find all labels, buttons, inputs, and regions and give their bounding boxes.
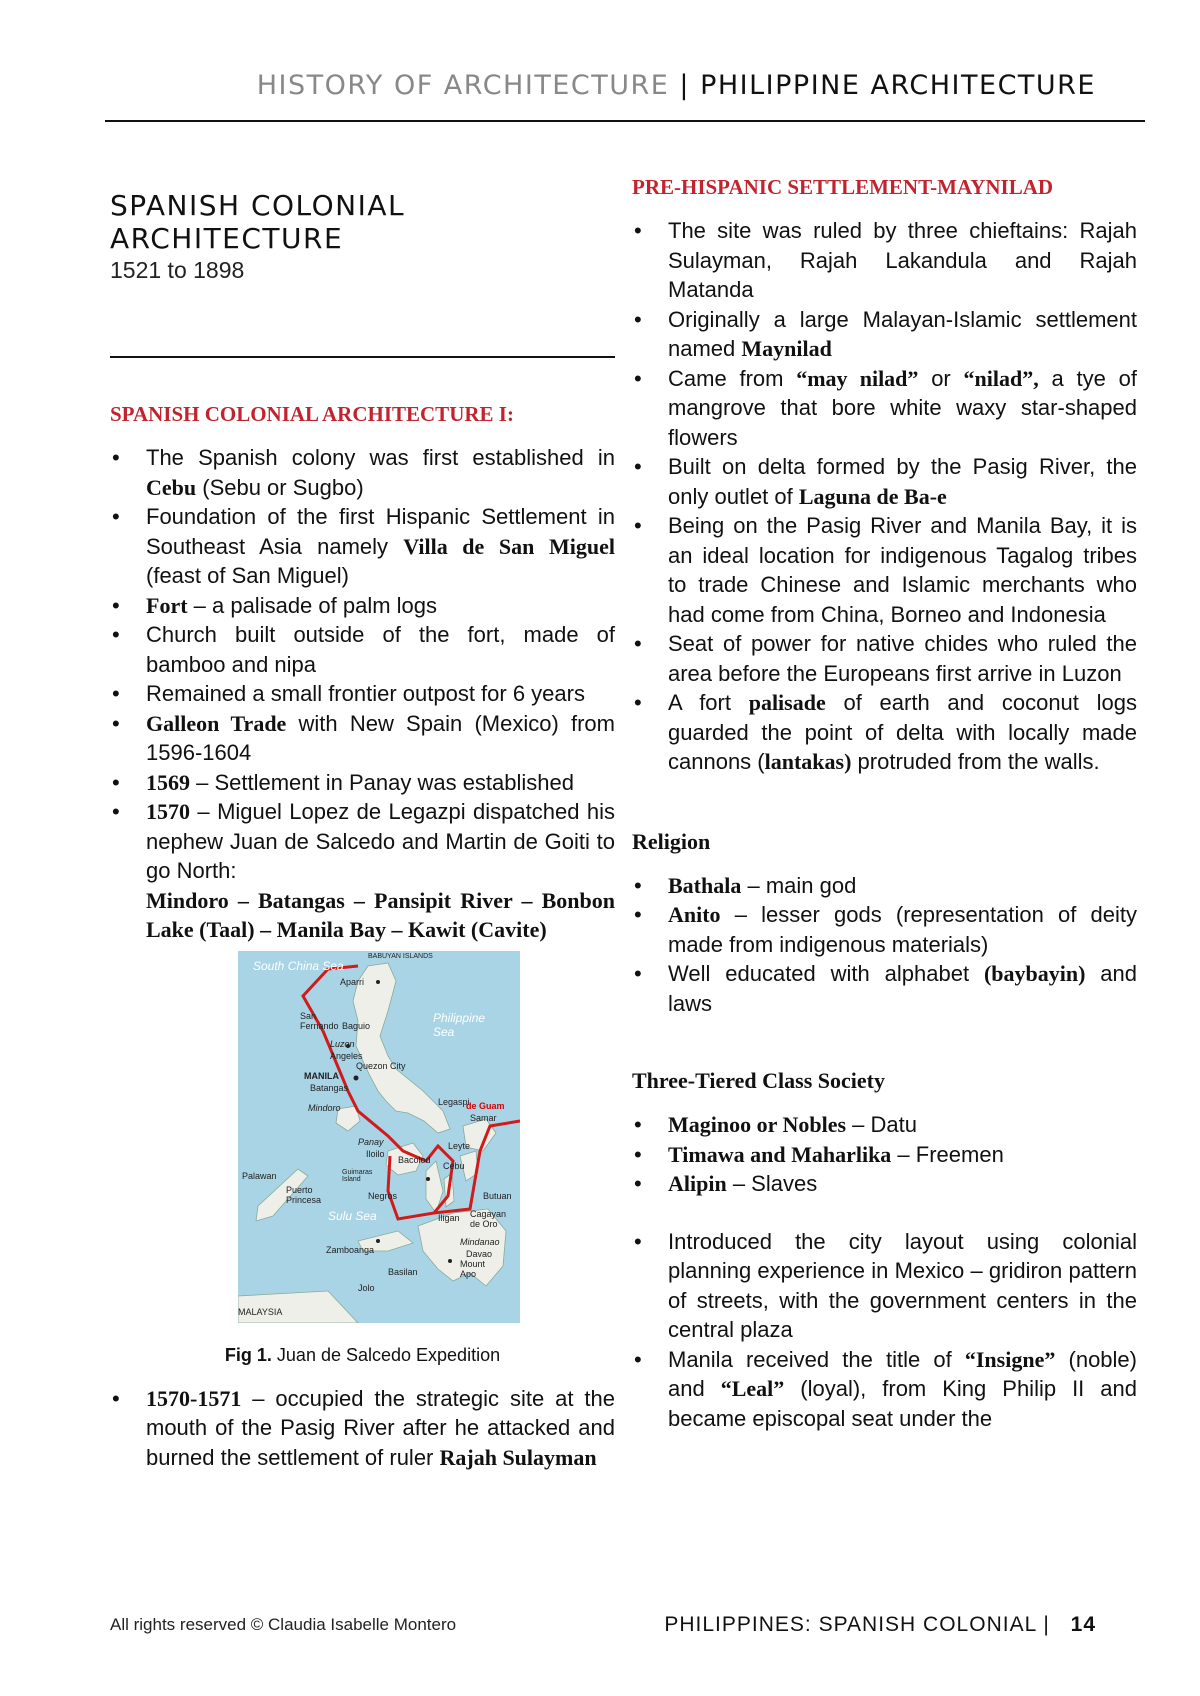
expedition-route: Mindoro – Batangas – Pansipit River – Bonbon Lake (Taal) – Manila Bay – Kawit (Cavite) <box>146 887 615 942</box>
map-label-angeles: Angeles <box>330 1050 363 1061</box>
spanish-colonial-list <box>110 443 615 945</box>
section-heading-maynilad: PRE-HISPANIC SETTLEMENT-MAYNILAD <box>632 175 1054 199</box>
header-topic: PHILIPPINE ARCHITECTURE <box>700 70 1096 101</box>
map-label-leyte: Leyte <box>448 1140 471 1151</box>
list-item: • Alipin – Slaves <box>632 1169 1137 1199</box>
map-label-manila: MANILA <box>304 1070 339 1081</box>
list-item: • Church built outside of the fort, made of bamboo and nipa <box>110 620 615 679</box>
map-label-iligan: Iligan <box>438 1212 460 1223</box>
expedition-map <box>238 951 520 1323</box>
map-label-quezon-city: Quezon City <box>356 1060 406 1071</box>
map-label-malaysia: MALAYSIA <box>238 1306 283 1317</box>
religion-list <box>632 871 1137 1019</box>
list-item: • Fort – a palisade of palm logs <box>110 591 615 621</box>
list-item: • Maginoo or Nobles – Datu <box>632 1110 1137 1140</box>
map-label-aparri: Aparri <box>340 976 365 987</box>
list-item: • The site was ruled by three chieftains: Rajah Sulayman, Rajah Lakandula and Rajah Matanda <box>632 216 1137 305</box>
map-label-zamboanga: Zamboanga <box>326 1244 375 1255</box>
map-label-babuyan: BABUYAN ISLANDS <box>368 952 433 960</box>
list-item: • Anito – lesser gods (representation of deity made from indigenous materials) <box>632 900 1137 959</box>
section-heading-religion: Religion <box>632 828 711 854</box>
chapter-title: SPANISH COLONIAL ARCHITECTURE <box>110 189 406 255</box>
list-item: • A fort palisade of earth and coconut logs guarded the point of delta with locally made cannons (lantakas) protruded from the walls. <box>632 688 1137 777</box>
list-item: • Timawa and Maharlika – Freemen <box>632 1140 1137 1170</box>
map-label-iloilo: Iloilo <box>366 1148 385 1159</box>
section-heading-class-society: Three-Tiered Class Society <box>632 1068 885 1093</box>
map-label-guimaras: Guimaras Island <box>342 1168 373 1183</box>
map-label-basilan: Basilan <box>388 1266 418 1277</box>
list-item: • Bathala – main god <box>632 871 1137 901</box>
list-item: • Foundation of the first Hispanic Settlement in Southeast Asia namely Villa de San Miguel (feast of San Miguel) <box>110 502 615 591</box>
page-header <box>257 70 1096 101</box>
list-item: • Originally a large Malayan-Islamic settlement named Maynilad <box>632 305 1137 364</box>
footer-copyright: All rights reserved © Claudia Isabelle Montero <box>110 1615 457 1634</box>
page-number: 14 <box>1070 1613 1096 1636</box>
header-rule <box>105 120 1145 122</box>
figure-caption: Fig 1. Juan de Salcedo Expedition <box>224 1344 501 1365</box>
footer-chapter-label: PHILIPPINES: SPANISH COLONIAL <box>664 1613 1037 1636</box>
right-column <box>632 175 1137 1433</box>
list-item: • Built on delta formed by the Pasig River, the only outlet of Laguna de Ba-e <box>632 452 1137 511</box>
list-item: • Remained a small frontier outpost for 6 years <box>110 679 615 709</box>
map-label-jolo: Jolo <box>358 1282 375 1293</box>
map-label-south-china-sea: South China Sea <box>253 958 344 973</box>
map-label-legaspi: Legaspi <box>438 1096 470 1107</box>
map-label-mindanao: Mindanao <box>460 1236 500 1247</box>
map-label-baguio: Baguio <box>342 1020 371 1031</box>
map-label-butuan: Butuan <box>483 1190 512 1201</box>
list-item: • Seat of power for native chides who ruled the area before the Europeans first arrive in Luzon <box>632 629 1137 688</box>
map-label-samar: Samar <box>470 1112 497 1123</box>
map-label-cebu: Cebu <box>443 1160 465 1171</box>
list-item: • Galleon Trade with New Spain (Mexico) from 1596-1604 <box>110 709 615 768</box>
list-item: • 1569 – Settlement in Panay was established <box>110 768 615 798</box>
list-item: • The Spanish colony was first established in Cebu (Sebu or Sugbo) <box>110 443 615 502</box>
list-item: • Being on the Pasig River and Manila Bay, it is an ideal location for indigenous Tagalog tribes to trade Chinese and Islamic merchants who had come from China, Borneo and Indonesia <box>632 511 1137 629</box>
header-subject: HISTORY OF ARCHITECTURE <box>256 70 670 101</box>
maynilad-list <box>632 216 1137 777</box>
map-label-bacolod: Bacolod <box>398 1154 431 1165</box>
chapter-years: 1521 to 1898 <box>110 257 245 283</box>
left-column <box>110 175 615 1472</box>
map-label-mindoro: Mindoro <box>308 1102 341 1113</box>
occupation-list <box>110 1384 615 1473</box>
footer-chapter <box>664 1613 1096 1637</box>
list-item: • 1570 – Miguel Lopez de Legazpi dispatched his nephew Juan de Salcedo and Martin de Goiti to go North: Mindoro – Batangas – Pansipit River – Bonbon Lake (Taal) – Manila Bay – Kawit (Cavite) <box>110 797 615 945</box>
map-label-palawan: Palawan <box>242 1170 277 1181</box>
map-label-san-fernando: San Fernando <box>300 1010 339 1031</box>
list-item: • 1570-1571 – occupied the strategic site at the mouth of the Pasig River after he attacked and burned the settlement of ruler Rajah Sulayman <box>110 1384 615 1473</box>
list-item: • Introduced the city layout using colonial planning experience in Mexico – gridiron pattern of streets, with the government centers in the central plaza <box>632 1227 1137 1345</box>
map-label-de-guam: de Guam <box>466 1100 505 1111</box>
map-label-davao: Davao <box>466 1248 493 1259</box>
map-label-mount-apo: Mount Apo <box>460 1258 486 1279</box>
map-label-luzon: Luzon <box>330 1038 355 1049</box>
map-label-panay: Panay <box>358 1136 384 1147</box>
header-separator: | <box>679 70 690 101</box>
map-label-batangas: Batangas <box>310 1082 349 1093</box>
map-label-cagayan: Cagayan de Oro <box>470 1208 507 1229</box>
list-item: • Well educated with alphabet (baybayin) and laws <box>632 959 1137 1018</box>
map-label-philippine-sea: Philippine Sea <box>433 1010 486 1039</box>
class-list <box>632 1110 1137 1199</box>
list-item: • Manila received the title of “Insigne” (noble) and “Leal” (loyal), from King Philip II and became episcopal seat under the <box>632 1345 1137 1434</box>
title-rule <box>110 356 615 358</box>
city-layout-list <box>632 1227 1137 1434</box>
footer-separator: | <box>1043 1613 1050 1636</box>
list-item: • Came from “may nilad” or “nilad”, a tye of mangrove that bore white waxy star-shaped flowers <box>632 364 1137 453</box>
map-label-sulu-sea: Sulu Sea <box>328 1208 377 1223</box>
section-heading-spanish-colonial-1: SPANISH COLONIAL ARCHITECTURE I: <box>110 402 514 426</box>
map-label-negros: Negros <box>368 1190 398 1201</box>
map-label-puerto-princesa: Puerto Princesa <box>286 1184 322 1205</box>
